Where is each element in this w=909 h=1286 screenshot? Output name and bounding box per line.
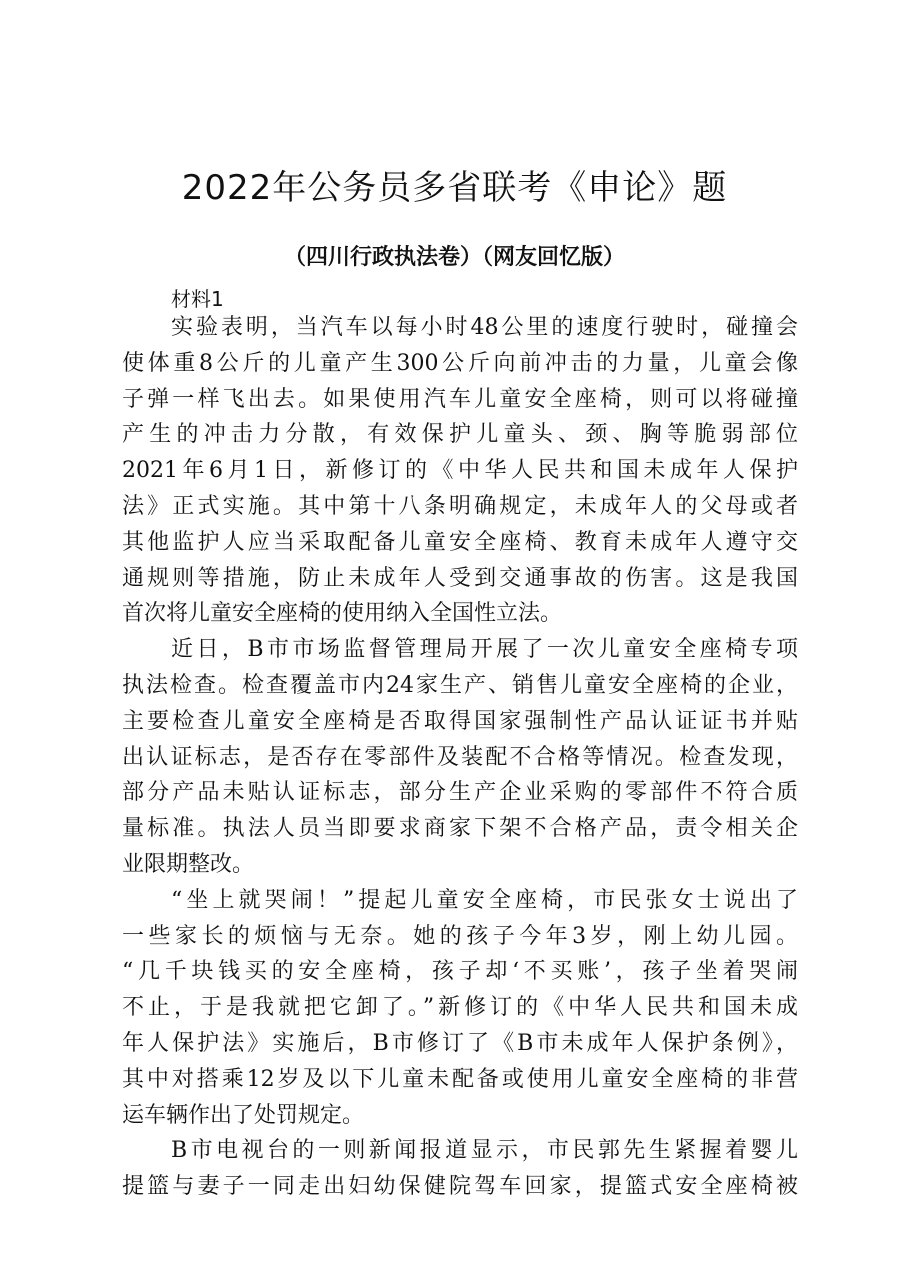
text-line: 部分产品未贴认证标志，部分生产企业采购的零部件不符合质	[122, 780, 798, 806]
text-line: “几千块钱买的安全座椅，孩子却‘不买账’，孩子坐着哭闹	[122, 959, 798, 985]
page-title: 2022年公务员多省联考《申论》题	[181, 168, 728, 208]
text-line: 法》正式实施。其中第十八条明确规定，未成年人的父母或者	[122, 493, 798, 519]
text-line: 一些家长的烦恼与无奈。她的孩子今年3岁，刚上幼儿园。	[122, 923, 798, 949]
text-line: 其中对搭乘12岁及以下儿童未配备或使用儿童安全座椅的非营	[122, 1066, 798, 1092]
text-line: 通规则等措施，防止未成年人受到交通事故的伤害。这是我国	[122, 565, 798, 591]
text-line: 2021年6月1日，新修订的《中华人民共和国未成年人保护	[122, 458, 798, 484]
text-line: 首次将儿童安全座椅的使用纳入全国性立法。	[122, 601, 563, 627]
text-line: 主要检查儿童安全座椅是否取得国家强制性产品认证证书并贴	[122, 708, 798, 734]
text-line: 出认证标志，是否存在零部件及装配不合格等情况。检查发现，	[122, 744, 798, 770]
text-line: 使体重8公斤的儿童产生300公斤向前冲击的力量，儿童会像	[122, 350, 798, 376]
section-label: 材料1	[171, 287, 224, 311]
text-line: 业限期整改。	[122, 851, 255, 877]
text-line: 不止，于是我就把它卸了。”新修订的《中华人民共和国未成	[122, 995, 798, 1021]
document-body	[122, 310, 798, 1205]
text-line: 实验表明，当汽车以每小时48公里的速度行驶时，碰撞会	[171, 315, 798, 340]
text-line: 提篮与妻子一同走出妇幼保健院驾车回家，提篮式安全座椅被	[122, 1174, 798, 1200]
text-line: B市电视台的一则新闻报道显示，市民郭先生紧握着婴儿	[171, 1138, 798, 1164]
text-line: 子弹一样飞出去。如果使用汽车儿童安全座椅，则可以将碰撞	[122, 386, 798, 412]
text-line: 量标准。执法人员当即要求商家下架不合格产品，责令相关企	[122, 816, 798, 842]
text-line: 其他监护人应当采取配备儿童安全座椅、教育未成年人遵守交	[122, 529, 798, 555]
text-line: 运车辆作出了处罚规定。	[122, 1102, 365, 1128]
text-line: 执法检查。检查覆盖市内24家生产、销售儿童安全座椅的企业，	[122, 672, 798, 698]
text-line: “坐上就哭闹！”提起儿童安全座椅，市民张女士说出了	[171, 887, 798, 913]
text-line: 产生的冲击力分散，有效保护儿童头、颈、胸等脆弱部位	[122, 422, 798, 448]
page-subtitle: （四川行政执法卷）（网友回忆版）	[283, 244, 625, 270]
text-line: 近日，B市市场监督管理局开展了一次儿童安全座椅专项	[171, 637, 798, 663]
text-line: 年人保护法》实施后，B市修订了《B市未成年人保护条例》，	[122, 1030, 798, 1056]
